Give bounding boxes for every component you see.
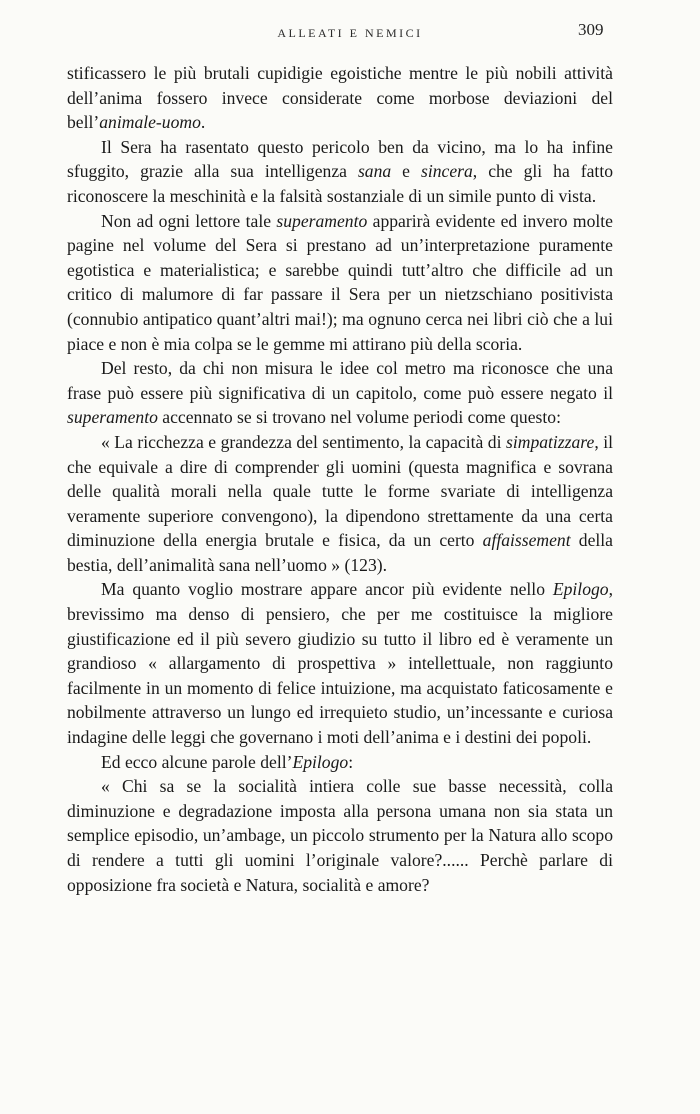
italic-text: superamento: [67, 407, 158, 428]
text-run: :: [348, 751, 354, 772]
italic-text: sincera: [421, 161, 473, 182]
text-run: Il Sera ha rasentato questo pericolo ben da vicino, ma lo ha infine sfuggito, grazie alla sua intelligenza: [67, 136, 613, 182]
text-run: , il che equivale a dire di comprender gli uomini (questa magnifica e sovrana delle qualità morali nella quale tutte le forme svariate di intelligenza veramente superiore convengono), la dipendono strettamente da una certa diminuzione della energia brutale e fisica, da un certo: [67, 431, 613, 551]
text-run: , brevissimo ma denso di pensiero, che per me costituisce la migliore giustificazione ed il più severo giudizio su tutto il libro ed è veramente un grandioso « allargamento di prospettiva » intellettuale, non raggiunto facilmente in un momento di felice intuizione, ma acquistato faticosamente e nobilmente attraverso un lungo ed irrequieto studio, un’incessante e curiosa indagine delle leggi che governano i moti dell’anima e i destini dei popoli.: [67, 579, 613, 748]
text-run: .: [200, 112, 206, 133]
text-run: apparirà evidente ed invero molte pagine nel volume del Sera si prestano ad un’interpretazione puramente egotistica e materialistica; e sarebbe quindi tutt’altro che difficile ad un critico di malumore di far passare il Sera per un nietzschiano positivista (connubio antipatico quant’altri mai!); ma ognuno cerca nei libri ciò che a lui piace e non è mia colpa se le gemme mi attirano più della scoria.: [67, 210, 613, 354]
paragraph: [67, 135, 613, 209]
paragraph: [67, 356, 613, 430]
body-text: [67, 61, 613, 897]
paragraph: [67, 750, 613, 775]
text-run: accennato se si trovano nel volume periodi come questo:: [157, 407, 561, 428]
paragraph: [67, 209, 613, 357]
text-run: Non ad ogni lettore tale: [101, 210, 277, 231]
text-run: stificassero le più brutali cupidigie egoistiche mentre le più nobili attività dell’anima fossero invece considerate come morbose deviazioni del bell’: [67, 63, 613, 133]
text-run: « La ricchezza e grandezza del sentimento, la capacità di: [101, 431, 506, 452]
text-run: Ma quanto voglio mostrare appare ancor più evidente nello: [101, 579, 553, 600]
text-run: Ed ecco alcune parole dell’: [101, 751, 293, 772]
paragraph: [67, 774, 613, 897]
running-head: ALLEATI E NEMICI: [277, 26, 423, 40]
italic-text: Epilogo: [292, 751, 349, 772]
paragraph: [67, 61, 613, 135]
italic-text: Epilogo: [552, 579, 609, 600]
italic-text: affaissement: [482, 530, 571, 551]
text-run: della bestia, dell’animalità sana nell’uomo » (123).: [67, 530, 613, 575]
paragraph: [67, 430, 613, 578]
italic-text: animale-uomo: [99, 112, 201, 133]
text-run: « Chi sa se la socialità intiera colle sue basse necessità, colla diminuzione e degradazione imposta alla persona umana non sia stata un semplice episodio, un’ambage, un piccolo strumento per la Natura allo scopo di rendere a tutti gli uomini l’originale valore?...... Perchè parlare di opposizione fra società e Natura, socialità e amore?: [67, 776, 613, 895]
paragraph: [67, 577, 613, 749]
text-run: Del resto, da chi non misura le idee col metro ma riconosce che una frase può essere più significativa di un capitolo, come può essere negato il: [67, 358, 613, 403]
text-run: e: [391, 161, 421, 182]
italic-text: sana: [357, 161, 392, 182]
text-run: , che gli ha fatto riconoscere la meschinità e la falsità sostanziale di un simile punto di vista.: [67, 161, 614, 206]
italic-text: simpatizzare: [506, 431, 595, 452]
italic-text: superamento: [276, 210, 368, 231]
page-number: 309: [578, 20, 604, 39]
